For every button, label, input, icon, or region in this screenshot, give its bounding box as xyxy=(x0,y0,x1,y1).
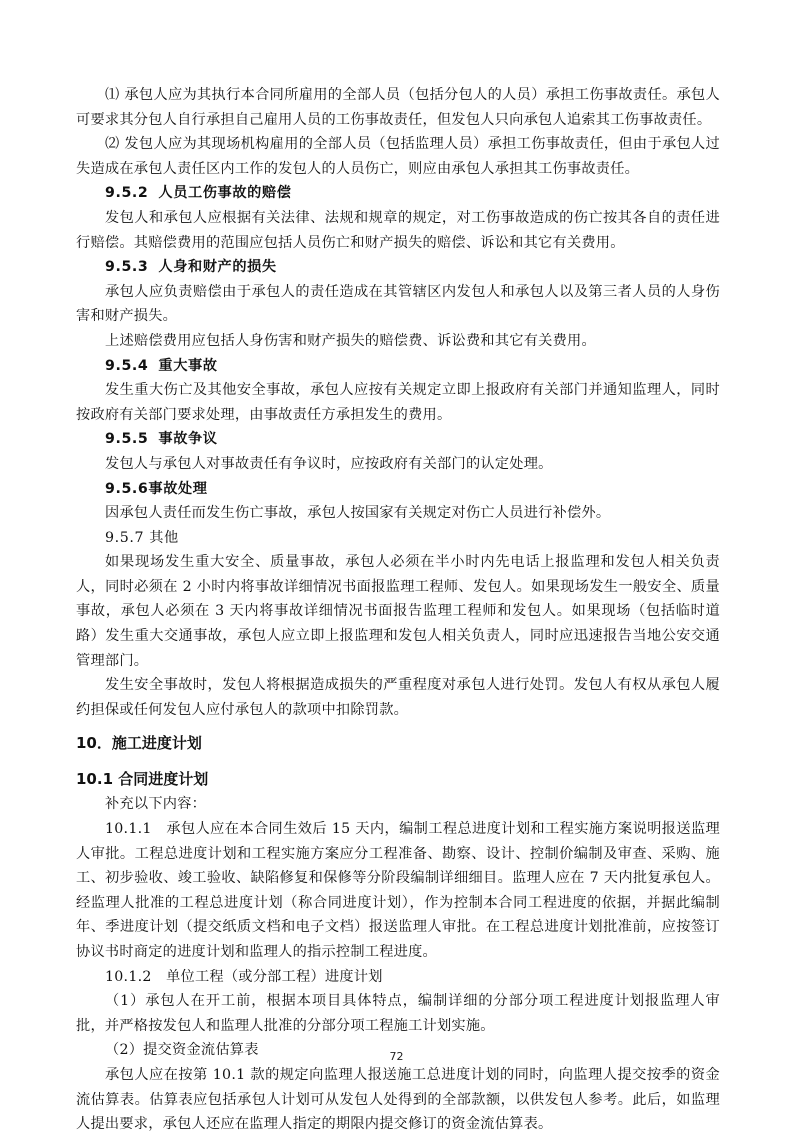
heading-9-5-4 xyxy=(76,354,720,379)
heading-9-5-7 xyxy=(76,526,720,551)
heading-number: 9.5.3 xyxy=(105,259,149,276)
paragraph-reporting: 如果现场发生重大安全、质量事故，承包人必须在半小时内先电话上报监理和发包人相关负责人，同时必须在 2 小时内将事故详细情况书面报监理工程师、发包人。如果现场发生一般安全、质量事故，承包人必须在 3 天内将事故详细情况书面报告监理工程师和发包人。如果现场（包括临时道路）发生重大交通事故，承包人应立即上报监理和发包人相关负责人，同时应迅速报告当地公安交通管理部门。 xyxy=(76,554,720,669)
page-number: 72 xyxy=(389,1050,404,1063)
heading-9-5-2 xyxy=(76,181,720,206)
heading-9-5-5 xyxy=(76,427,720,452)
paragraph-major-accident: 发生重大伤亡及其他安全事故，承包人应按有关规定立即上报政府有关部门并通知监理人，同时按政府有关部门要求处理，由事故责任方承担发生的费用。 xyxy=(76,382,720,423)
paragraph-dispute: 发包人与承包人对事故责任有争议时，应按政府有关部门的认定处理。 xyxy=(105,455,553,472)
paragraph-injury-contractor: ⑴ 承包人应为其执行本合同所雇用的全部人员（包括分包人的人员）承担工伤事故责任。承包人可要求其分包人自行承担自己雇用人员的工伤事故责任，但发包人只向承包人追索其工伤事故责任。 xyxy=(76,87,720,128)
paragraph-penalty: 发生安全事故时，发包人将根据造成损失的严重程度对承包人进行处罚。发包人有权从承包人履约担保或任何发包人应付承包人的款项中扣除罚款。 xyxy=(76,677,720,718)
heading-title: 其他 xyxy=(149,529,179,546)
heading-title: 人身和财产的损失 xyxy=(158,259,277,276)
heading-number: 9.5.2 xyxy=(105,185,149,202)
paragraph-personal-property-loss: 承包人应负责赔偿由于承包人的责任造成在其管辖区内发包人和承包人以及第三者人员的人身伤害和财产损失。 xyxy=(76,283,720,325)
paragraph-compensation-costs: 上述赔偿费用应包括人身伤害和财产损失的赔偿费、诉讼费和其它有关费用。 xyxy=(105,332,596,349)
page-content xyxy=(76,83,720,1137)
paragraph-10-1-1: 10.1.1 承包人应在本合同生效后 15 天内，编制工程总进度计划和工程实施方案说明报送监理人审批。工程总进度计划和工程实施方案应分工程准备、勘察、设计、控制价编制及审查、采购、施工、初步验收、竣工验收、缺陷修复和保修等分阶段编制详细细目。监理人应在 7 天内批复承包人。经监理人批准的工程总进度计划（称合同进度计划），作为控制本合同工程进度的依据，并据此编制年、季进度计划（提交纸质文档和电子文档）报送监理人审批。在工程总进度计划批准前，应按签订协议书时商定的进度计划和监理人的指示控制工程进度。 xyxy=(76,821,720,960)
heading-number: 9.5.5 xyxy=(105,431,149,448)
section-heading-10-1: 10.1 合同进度计划 xyxy=(76,770,209,789)
paragraph-supplement: 补充以下内容： xyxy=(105,796,207,813)
heading-title: 事故争议 xyxy=(158,431,218,448)
paragraph-injury-employer: ⑵ 发包人应为其现场机构雇用的全部人员（包括监理人员）承担工伤事故责任，但由于承包人过失造成在承包人责任区内工作的发包人的人员伤亡，则应由承包人承担其工伤事故责任。 xyxy=(76,136,720,177)
heading-number: 9.5.6 xyxy=(105,480,149,497)
paragraph-compensation: 发包人和承包人应根据有关法律、法规和规章的规定，对工伤事故造成的伤亡按其各自的责任进行赔偿。其赔偿费用的范围应包括人员伤亡和财产损失的赔偿、诉讼和其它有关费用。 xyxy=(76,209,720,251)
paragraph-10-1-2: 10.1.2 单位工程（或分部工程）进度计划 xyxy=(105,968,383,985)
paragraph-cash-flow: 承包人应在按第 10.1 款的规定向监理人报送施工总进度计划的同时，向监理人提交按季的资金流估算表。估算表应包括承包人计划可从发包人处得到的全部款额，以供发包人参考。此后，如监理人提出要求，承包人还应在监理人指定的期限内提交修订的资金流估算表。 xyxy=(76,1066,720,1133)
paragraph-schedule-item-2: （2）提交资金流估算表 xyxy=(105,1042,259,1059)
heading-9-5-3 xyxy=(76,255,720,280)
heading-number: 9.5.7 xyxy=(105,529,145,546)
section-heading-10: 10．施工进度计划 xyxy=(76,734,202,753)
heading-title: 重大事故 xyxy=(158,357,218,374)
heading-title: 事故处理 xyxy=(148,480,208,497)
paragraph-schedule-item-1: （1）承包人在开工前，根据本项目具体特点，编制详细的分部分项工程进度计划报监理人审批，并严格按发包人和监理人批准的分部分项工程施工计划实施。 xyxy=(76,993,720,1034)
heading-9-5-6 xyxy=(76,477,720,502)
heading-number: 9.5.4 xyxy=(105,357,149,374)
paragraph-handling: 因承包人责任而发生伤亡事故，承包人按国家有关规定对伤亡人员进行补偿外。 xyxy=(105,505,611,522)
heading-title: 人员工伤事故的赔偿 xyxy=(158,185,292,202)
